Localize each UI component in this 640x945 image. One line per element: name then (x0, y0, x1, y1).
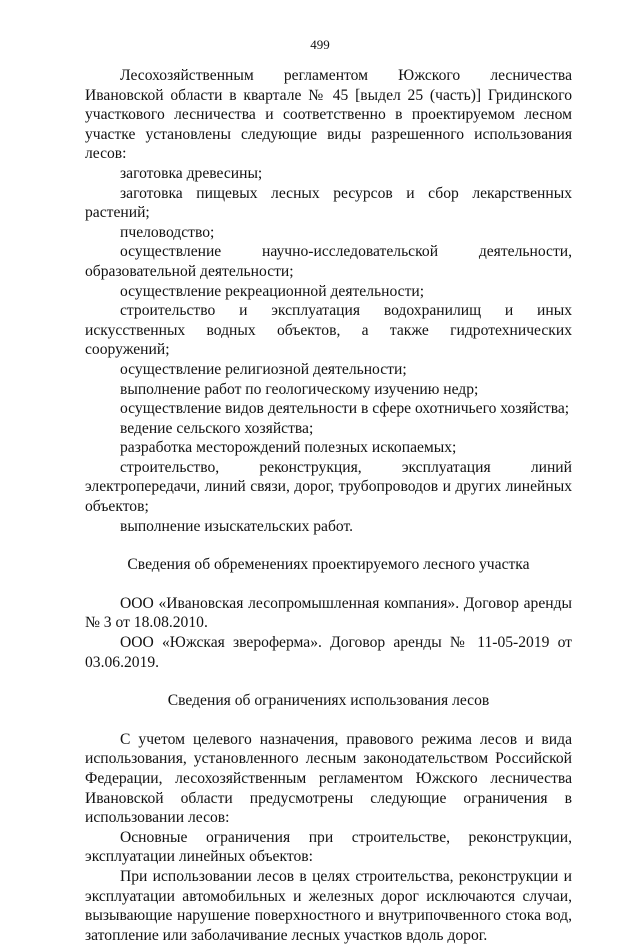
list-item: заготовка древесины; (120, 164, 263, 182)
restrictions-paragraph: При использовании лесов в целях строительства, реконструкции и эксплуатации автомобильных и железных дорог исключаются случаи, вызывающие нарушение поверхностного и внутрипочвенного стока вод, затопление или заболачивание лесных участков вдоль дорог. (85, 867, 572, 944)
restrictions-heading: Сведения об ограничениях использования лесов (167, 692, 490, 710)
encumbrance-item: ООО «Ивановская лесопромышленная компания». Договор аренды № 3 от 18.08.2010. (85, 594, 572, 632)
list-item: осуществление научно-исследовательской деятельности, образовательной деятельности; (85, 243, 572, 280)
list-item: осуществление рекреационной деятельности; (120, 282, 425, 300)
list-item: заготовка пищевых лесных ресурсов и сбор лекарственных растений; (85, 184, 572, 222)
document-body (85, 66, 572, 945)
list-item: разработка месторождений полезных ископаемых; (120, 439, 457, 457)
page-number: 499 (310, 37, 330, 52)
list-item: осуществление религиозной деятельности; (120, 360, 407, 378)
encumbrance-item: ООО «Южская звероферма». Договор аренды № 11-05-2019 от 03.06.2019. (85, 634, 572, 671)
list-item: выполнение работ по геологическому изучению недр; (120, 380, 479, 398)
list-item: строительство, реконструкция, эксплуатация линий электропередачи, линий связи, дорог, трубопроводов и других линейных объектов; (85, 458, 572, 516)
restrictions-paragraph: Основные ограничения при строительстве, реконструкции, эксплуатации линейных объектов: (85, 828, 572, 866)
restrictions-paragraph: С учетом целевого назначения, правового режима лесов и вида использования, установленного лесным законодательством Российской Федерации, лесохозяйственным регламентом Южского лесничества Ивановской области предусмотрены следующие ограничения в использовании лесов: (85, 730, 572, 827)
permitted-uses-list (85, 164, 572, 536)
list-item: пчеловодство; (120, 223, 215, 241)
encumbrances-heading: Сведения об обременениях проектируемого лесного участка (127, 556, 530, 574)
intro-paragraph: Лесохозяйственным регламентом Южского лесничества Ивановской области в квартале № 45 [выдел 25 (часть)] Гридинского участкового лесничества и соответственно в проектируемом лесном участке установлены следующие виды разрешенного использования лесов: (85, 67, 572, 163)
list-item: ведение сельского хозяйства; (120, 419, 314, 437)
list-item: выполнение изыскательских работ. (120, 517, 354, 535)
list-item: строительство и эксплуатация водохранилищ и иных искусственных водных объектов, а также гидротехнических сооружений; (85, 302, 572, 359)
list-item: осуществление видов деятельности в сфере охотничьего хозяйства; (120, 400, 570, 418)
